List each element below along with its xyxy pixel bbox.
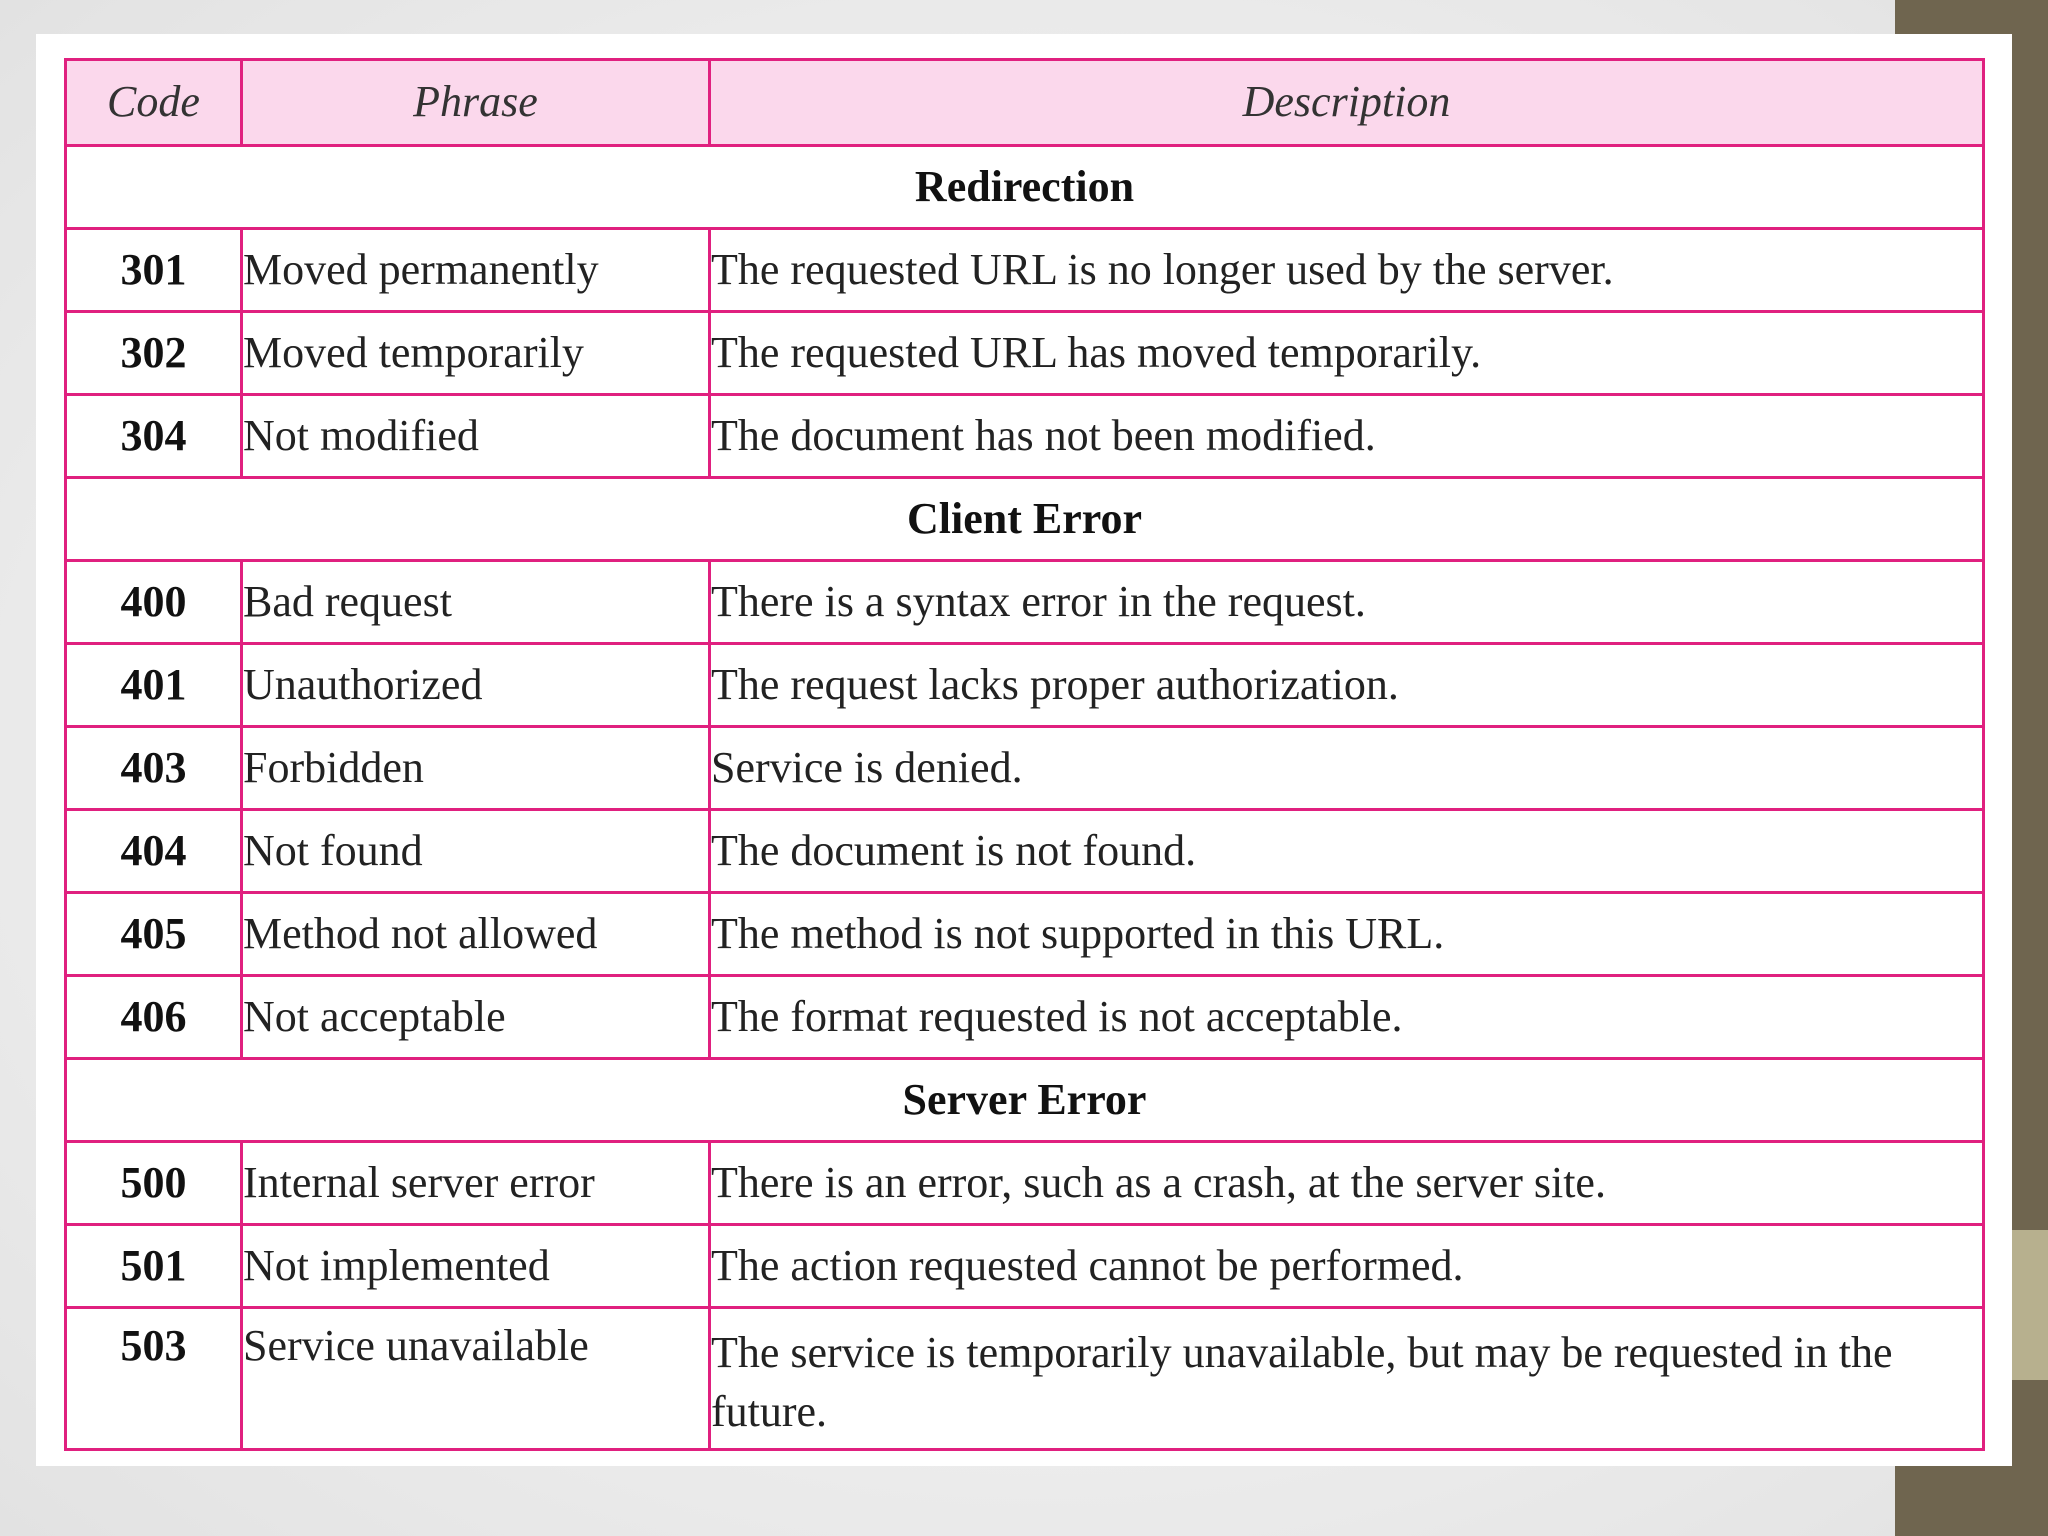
- table-row: [66, 1142, 1984, 1225]
- table-row: [66, 976, 1984, 1059]
- table-row: [66, 727, 1984, 810]
- header-description: Description: [710, 60, 1984, 146]
- status-description: The document has not been modified.: [710, 395, 1984, 478]
- table-row: [66, 312, 1984, 395]
- table-row: [66, 561, 1984, 644]
- status-code: 401: [66, 644, 242, 727]
- status-description: The request lacks proper authorization.: [710, 644, 1984, 727]
- status-code: 503: [66, 1308, 242, 1450]
- table-row: [66, 229, 1984, 312]
- status-phrase: Method not allowed: [242, 893, 710, 976]
- status-description: The requested URL is no longer used by the server.: [710, 229, 1984, 312]
- table-row: [66, 395, 1984, 478]
- status-description: Service is denied.: [710, 727, 1984, 810]
- status-code: 304: [66, 395, 242, 478]
- status-description: There is a syntax error in the request.: [710, 561, 1984, 644]
- section-title: Client Error: [66, 478, 1984, 561]
- status-phrase: Not acceptable: [242, 976, 710, 1059]
- status-phrase: Bad request: [242, 561, 710, 644]
- section-row-client-error: [66, 478, 1984, 561]
- status-code: 501: [66, 1225, 242, 1308]
- status-description: The requested URL has moved temporarily.: [710, 312, 1984, 395]
- status-code: 500: [66, 1142, 242, 1225]
- status-phrase: Service unavailable: [242, 1308, 710, 1450]
- status-code: 405: [66, 893, 242, 976]
- status-phrase: Moved permanently: [242, 229, 710, 312]
- table-row: [66, 1225, 1984, 1308]
- slide-panel: [36, 34, 2012, 1466]
- status-code-table: [64, 58, 1985, 1451]
- status-description: The action requested cannot be performed.: [710, 1225, 1984, 1308]
- status-phrase: Not implemented: [242, 1225, 710, 1308]
- status-phrase: Forbidden: [242, 727, 710, 810]
- section-title: Redirection: [66, 146, 1984, 229]
- status-phrase: Not modified: [242, 395, 710, 478]
- status-phrase: Unauthorized: [242, 644, 710, 727]
- section-row-redirection: [66, 146, 1984, 229]
- status-phrase: Not found: [242, 810, 710, 893]
- status-description: The document is not found.: [710, 810, 1984, 893]
- status-description: The method is not supported in this URL.: [710, 893, 1984, 976]
- status-phrase: Internal server error: [242, 1142, 710, 1225]
- header-code: Code: [66, 60, 242, 146]
- status-code: 404: [66, 810, 242, 893]
- status-code: 400: [66, 561, 242, 644]
- section-row-server-error: [66, 1059, 1984, 1142]
- section-title: Server Error: [66, 1059, 1984, 1142]
- status-phrase: Moved temporarily: [242, 312, 710, 395]
- table-row: [66, 644, 1984, 727]
- table-row: [66, 810, 1984, 893]
- status-code: 406: [66, 976, 242, 1059]
- status-code: 301: [66, 229, 242, 312]
- table-row: [66, 1308, 1984, 1450]
- table-header-row: [66, 60, 1984, 146]
- status-code: 403: [66, 727, 242, 810]
- side-accent-decoration: [2010, 1230, 2048, 1380]
- status-description: The service is temporarily unavailable, but may be requested in the future.: [710, 1308, 1984, 1450]
- status-description: There is an error, such as a crash, at the server site.: [710, 1142, 1984, 1225]
- header-phrase: Phrase: [242, 60, 710, 146]
- status-description: The format requested is not acceptable.: [710, 976, 1984, 1059]
- status-code: 302: [66, 312, 242, 395]
- table-row: [66, 893, 1984, 976]
